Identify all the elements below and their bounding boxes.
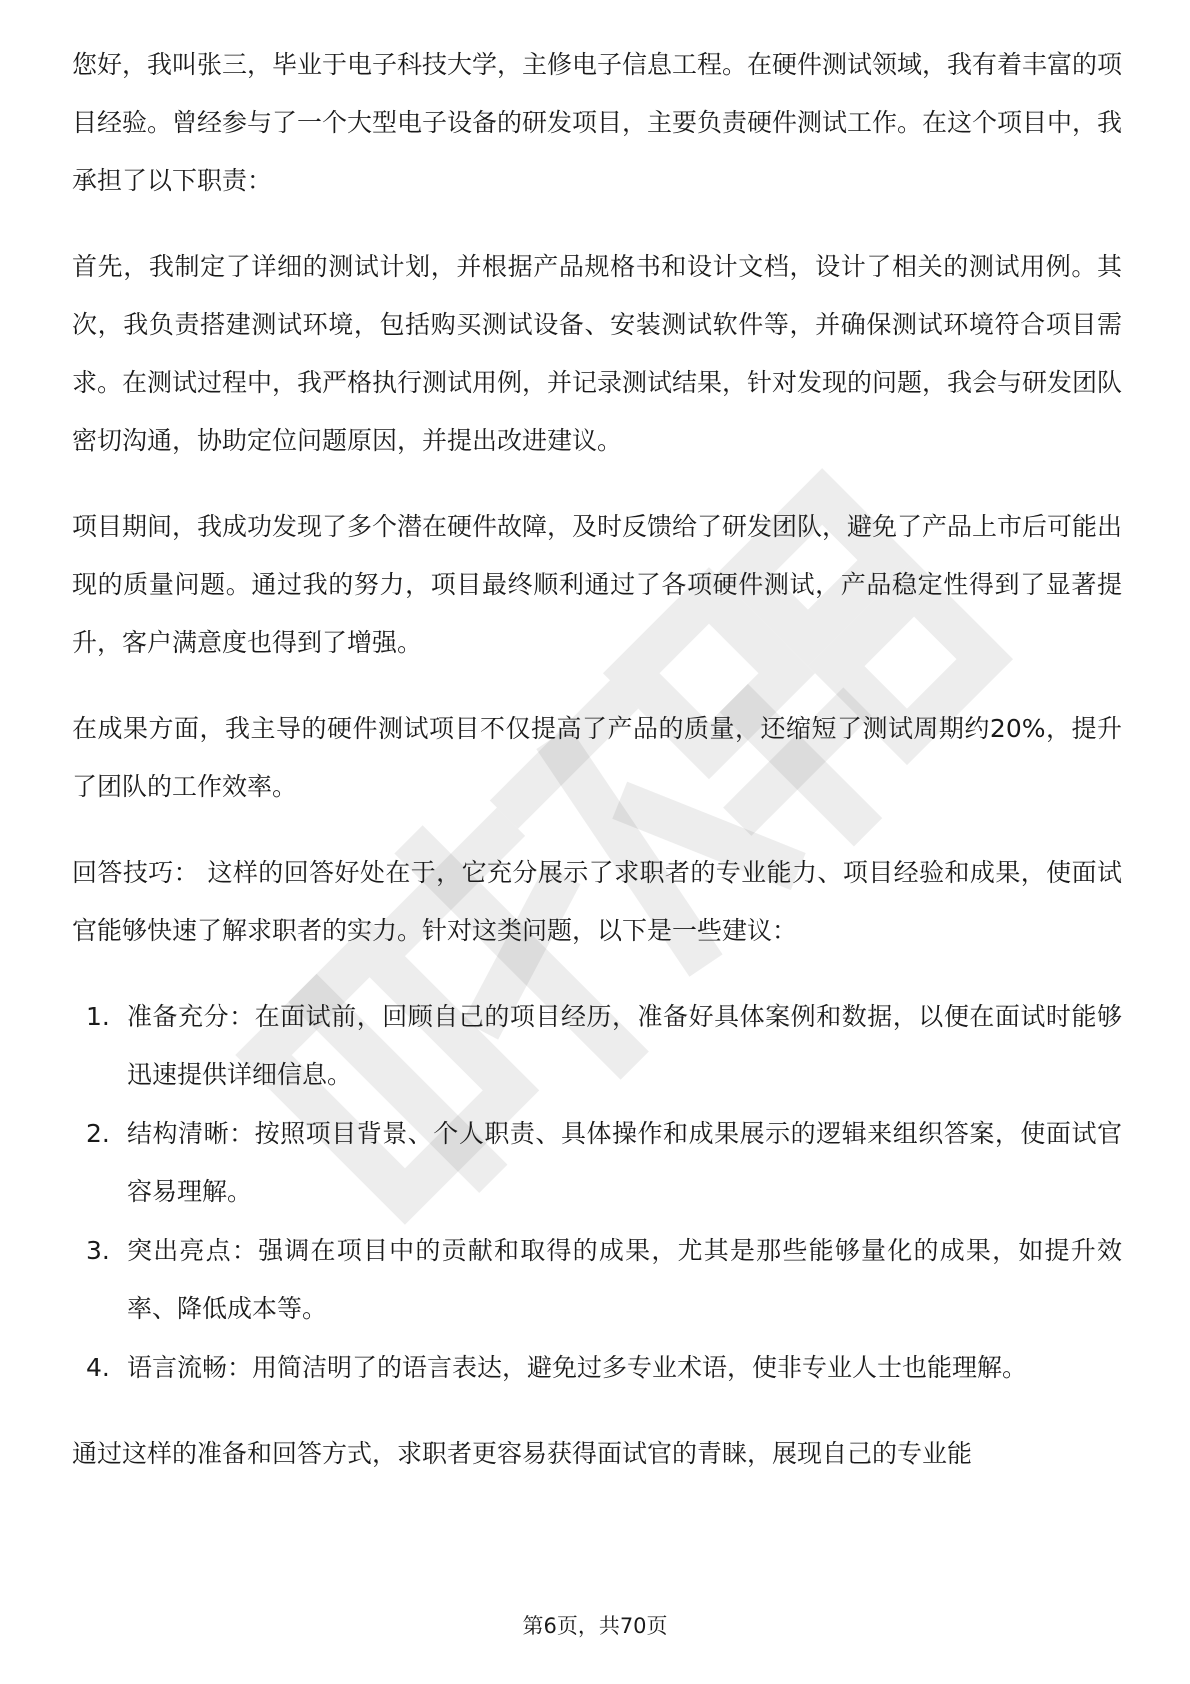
tips-intro-paragraph: 回答技巧： 这样的回答好处在于，它充分展示了求职者的专业能力、项目经验和成果，使面试官能够快速了解求职者的实力。针对这类问题，以下是一些建议： bbox=[72, 858, 1122, 945]
list-item-text: 语言流畅：用简洁明了的语言表达，避免过多专业术语，使非专业人士也能理解。 bbox=[127, 1353, 1028, 1382]
page-number-footer: 第6页，共70页 bbox=[522, 1614, 668, 1638]
document-body bbox=[72, 36, 1122, 1511]
list-item-number: 2. bbox=[86, 1119, 110, 1148]
tips-list bbox=[72, 988, 1122, 1397]
list-item bbox=[72, 988, 1122, 1104]
list-item bbox=[72, 1105, 1122, 1221]
list-item-text: 准备充分：在面试前，回顾自己的项目经历，准备好具体案例和数据，以便在面试时能够迅速提供详细信息。 bbox=[127, 1002, 1122, 1089]
results-paragraph: 项目期间，我成功发现了多个潜在硬件故障，及时反馈给了研发团队，避免了产品上市后可能出现的质量问题。通过我的努力，项目最终顺利通过了各项硬件测试，产品稳定性得到了显著提升，客户满意度也得到了增强。 bbox=[72, 512, 1123, 657]
list-item-number: 1. bbox=[86, 1002, 110, 1031]
achievements-paragraph: 在成果方面，我主导的硬件测试项目不仅提高了产品的质量，还缩短了测试周期约20%，提升了团队的工作效率。 bbox=[72, 714, 1122, 801]
closing-paragraph: 通过这样的准备和回答方式，求职者更容易获得面试官的青睐，展现自己的专业能 bbox=[72, 1439, 973, 1468]
list-item-number: 4. bbox=[86, 1353, 110, 1382]
list-item-number: 3. bbox=[86, 1236, 110, 1265]
list-item-text: 结构清晰：按照项目背景、个人职责、具体操作和成果展示的逻辑来组织答案，使面试官容易理解。 bbox=[127, 1119, 1122, 1206]
responsibilities-paragraph: 首先，我制定了详细的测试计划，并根据产品规格书和设计文档，设计了相关的测试用例。其次，我负责搭建测试环境，包括购买测试设备、安装测试软件等，并确保测试环境符合项目需求。在测试过程中，我严格执行测试用例，并记录测试结果，针对发现的问题，我会与研发团队密切沟通，协助定位问题原因，并提出改进建议。 bbox=[72, 252, 1123, 455]
list-item bbox=[72, 1222, 1122, 1338]
intro-paragraph: 您好，我叫张三，毕业于电子科技大学，主修电子信息工程。在硬件测试领域，我有着丰富的项目经验。曾经参与了一个大型电子设备的研发项目，主要负责硬件测试工作。在这个项目中，我承担了以下职责： bbox=[72, 50, 1123, 195]
list-item bbox=[72, 1339, 1122, 1397]
list-item-text: 突出亮点：强调在项目中的贡献和取得的成果，尤其是那些能够量化的成果，如提升效率、降低成本等。 bbox=[127, 1236, 1122, 1323]
